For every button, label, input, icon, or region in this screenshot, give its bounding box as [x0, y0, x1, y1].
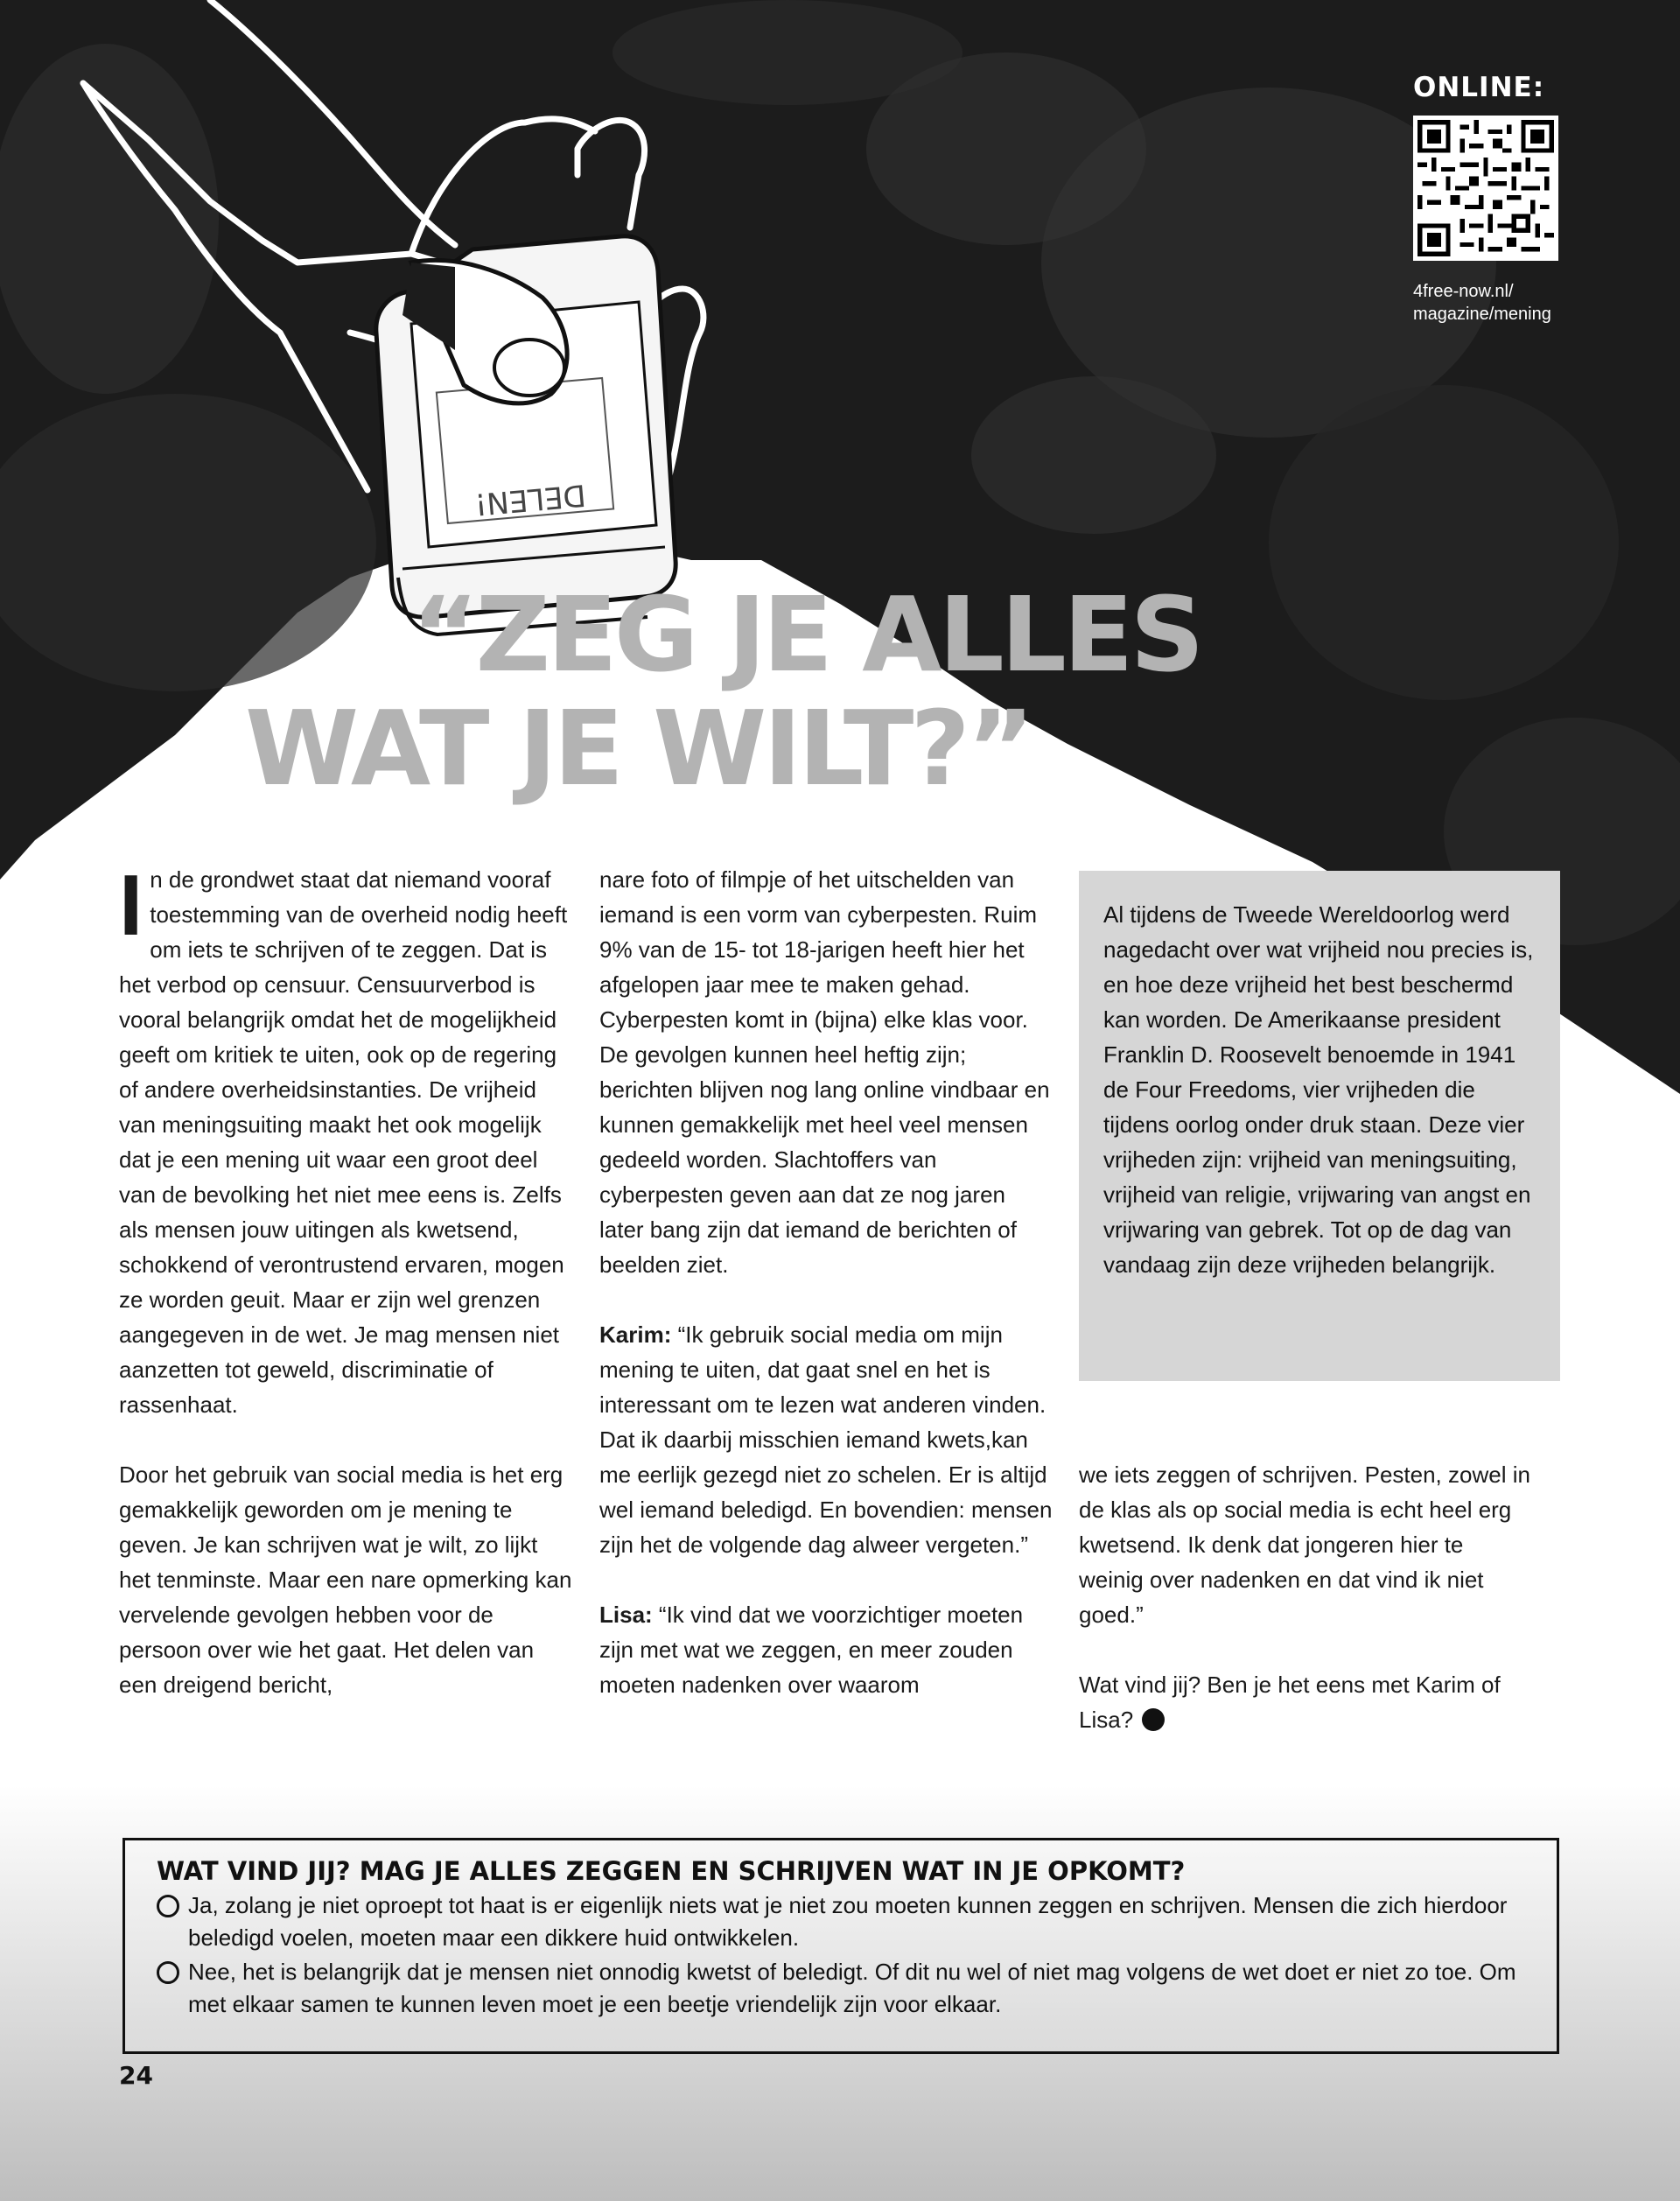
- poll-option-yes[interactable]: [157, 1889, 1525, 1954]
- headline: [245, 574, 1201, 809]
- page-number: 24: [119, 2061, 153, 2090]
- social-media-paragraph: Door het gebruik van social media is het erg gemakkelijk geworden om je mening te geven. Je kan schrijven wat je wilt, zo lijkt het tenminste. Maar een nare opmerking kan vervelende gevolgen hebben voor de persoon over wie het gaat. Het delen van een dreigend bericht,: [119, 1461, 572, 1698]
- article-column-1: [119, 857, 574, 1737]
- article-column-2: [599, 862, 1054, 1737]
- lisa-quote: [599, 1597, 1054, 1702]
- online-url-line2: magazine/mening: [1413, 305, 1551, 324]
- closing-question: [1079, 1667, 1534, 1737]
- poll-title: WAT VIND JIJ? MAG JE ALLES ZEGGEN EN SCHRIJVEN WAT IN JE OPKOMT?: [157, 1856, 1186, 1886]
- poll-box: [122, 1838, 1559, 2054]
- poll-option-yes-text: Ja, zolang je niet oproept tot haat is er eigenlijk niets wat je niet zou moeten kunnen zeggen en schrijven. Mensen die zich hierdoor beledigd voelen, moeten maar een dikkere huid ontwikkelen.: [188, 1892, 1508, 1951]
- cyberpesten-paragraph: nare foto of filmpje of het uitschelden van iemand is een vorm van cyberpesten. Ruim 9% van de 15- tot 18-jarigen heeft hier het afgelopen jaar mee te maken gehad. Cyberpesten komt in (bijna) elke klas voor. De gevolgen kunnen heel heftig zijn; berichten blijven nog lang online vindbaar en kunnen gemakkelijk met heel veel mensen gedeeld worden. Slachtoffers van cyberpesten geven aan dat ze nog jaren later bang zijn dat iemand de berichten of beelden ziet.: [599, 866, 1050, 1278]
- radio-circle-icon[interactable]: [157, 1895, 179, 1917]
- qr-code[interactable]: [1413, 116, 1558, 261]
- intro-text: n de grondwet staat dat niemand vooraf toestemming van de overheid nodig heeft om iets te schrijven of te zeggen. Dat is het verbod op censuur. Censuurverbod is vooral belangrijk omdat het de mogelijkheid geeft om kritiek te uiten, ook op de regering of andere overheidsinstanties. De vrijheid van meningsuiting maakt het ook mogelijk dat je een mening uit waar een groot deel van de bevolking het niet mee eens is. Zelfs als mensen jouw uitingen als kwetsend, schokkend of verontrustend ervaren, mogen ze worden geuit. Maar er zijn wel grenzen aangegeven in de wet. Je mag mensen niet aanzetten tot geweld, discriminatie of rassenhaat.: [119, 866, 568, 1418]
- karim-quote: [599, 1317, 1054, 1562]
- intro-paragraph: [119, 857, 574, 1422]
- end-mark-icon: [1142, 1708, 1165, 1731]
- karim-label: Karim:: [599, 1321, 672, 1348]
- radio-circle-icon[interactable]: [157, 1961, 179, 1984]
- drop-cap: I: [119, 857, 144, 953]
- online-box: [1413, 72, 1562, 326]
- online-url-line1: 4free-now.nl/: [1413, 282, 1514, 301]
- headline-line2: WAT JE WILT?”: [245, 688, 1032, 809]
- poll-option-no-text: Nee, het is belangrijk dat je mensen niet onnodig kwetst of beledigt. Of dit nu wel of niet mag volgens de wet doet er niet zo toe. Om met elkaar samen te kunnen leven moet je een beetje vriendelijk zijn voor elkaar.: [188, 1959, 1516, 2017]
- infobox-text: Al tijdens de Tweede Wereldoorlog werd nagedacht over wat vrijheid nou precies is, en hoe deze vrijheid het best beschermd kan worden. De Amerikaanse president Franklin D. Roosevelt benoemde in 1941 de Four Freedoms, vier vrijheden die tijdens oorlog onder druk staan. Deze vier vrijheden zijn: vrijheid van meningsuiting, vrijheid van religie, vrijwaring van angst en vrijwaring van gebrek. Tot op de dag van vandaag zijn deze vrijheden belangrijk.: [1103, 901, 1534, 1278]
- online-label: ONLINE:: [1413, 72, 1545, 103]
- headline-line1: “ZEG JE ALLES: [411, 574, 1201, 695]
- lisa-label: Lisa:: [599, 1602, 653, 1628]
- four-freedoms-infobox: [1079, 871, 1560, 1381]
- phone-screen-text: DELEN!: [472, 476, 588, 522]
- poll-option-no[interactable]: [157, 1956, 1525, 2021]
- lisa-quote-continued: we iets zeggen of schrijven. Pesten, zowel in de klas als op social media is echt heel erg kwetsend. Ik denk dat jongeren hier te weinig over nadenken en dat vind ik niet goed.”: [1079, 1461, 1530, 1628]
- closing-question-text: Wat vind jij? Ben je het eens met Karim of Lisa?: [1079, 1672, 1501, 1733]
- karim-text: “Ik gebruik social media om mijn mening te uiten, dat gaat snel en het is interessant om te lezen wat anderen vinden. Dat ik daarbij misschien iemand kwets,kan me eerlijk gezegd niet zo schelen. Er is altijd wel iemand beledigd. En bovendien: mensen zijn het de volgende dag alweer vergeten.”: [599, 1321, 1053, 1558]
- lisa-text: “Ik vind dat we voorzichtiger moeten zijn met wat we zeggen, en meer zouden moeten nadenken over waarom: [599, 1602, 1024, 1698]
- article-column-3: [1079, 1457, 1534, 1772]
- online-url[interactable]: [1413, 280, 1562, 326]
